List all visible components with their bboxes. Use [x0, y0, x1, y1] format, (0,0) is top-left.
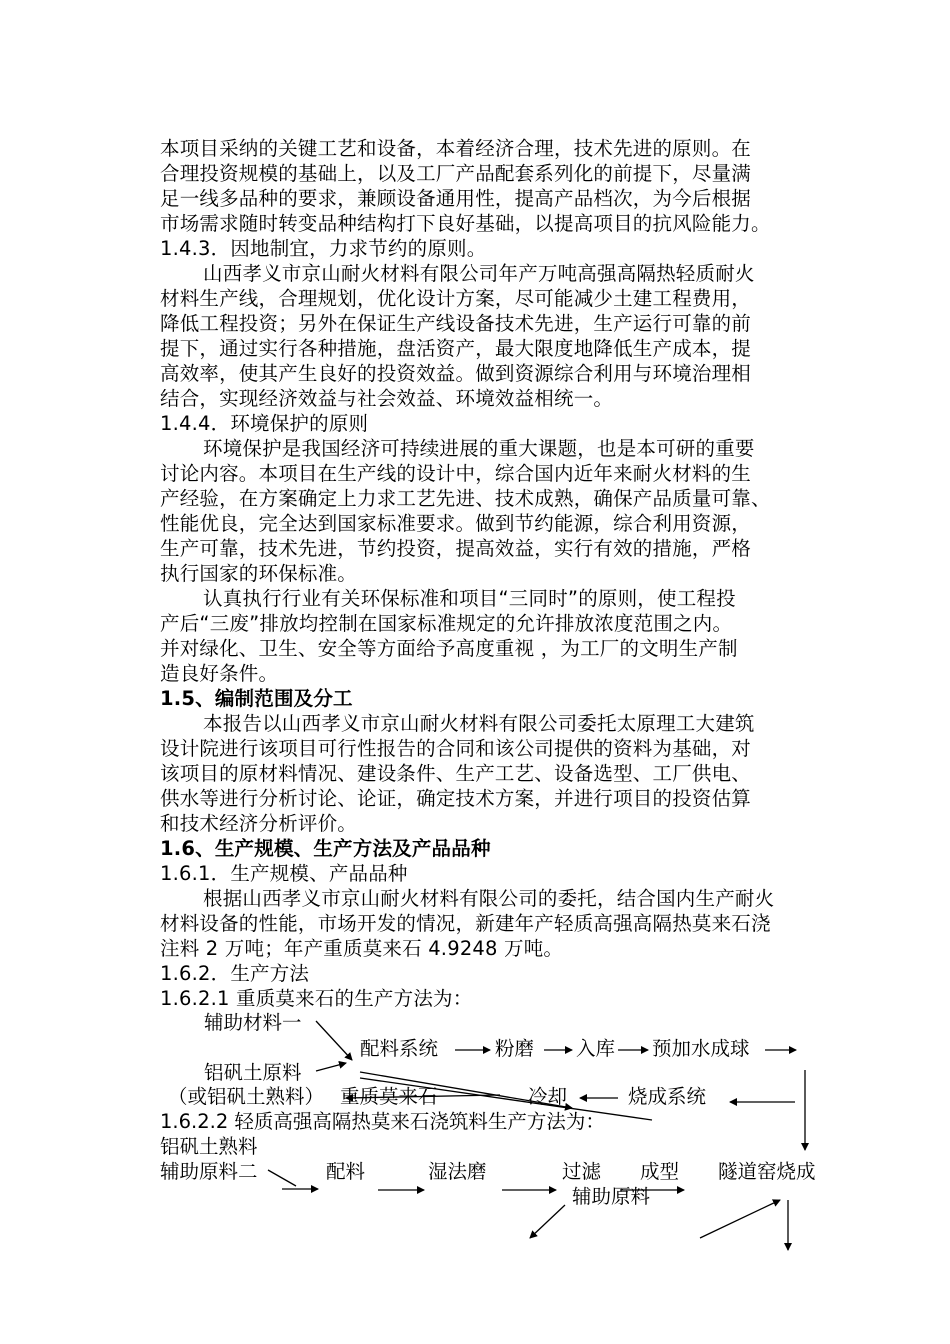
text-line: 讨论内容。本项目在生产线的设计中，综合国内近年来耐火材料的生: [160, 462, 752, 485]
text-line: 设计院进行该项目可行性报告的合同和该公司提供的资料为基础，对: [160, 737, 752, 760]
arrow-aux3-down-left: [530, 1205, 565, 1238]
section-heading: 1.6、生产规模、生产方法及产品品种: [160, 837, 491, 860]
text-line: 造良好条件。: [160, 662, 279, 685]
text-line: 生产可靠，技术先进，节约投资，提高效益，实行有效的措施，严格: [160, 537, 752, 560]
text-line: 性能优良，完全达到国家标准要求。做到节约能源，综合利用资源，: [160, 512, 752, 535]
flow1-grinding: 粉磨: [495, 1037, 535, 1060]
arrow-batching-diagonal: [360, 1072, 572, 1108]
flow2-aux-material-two: 辅助原料二: [160, 1160, 258, 1183]
flow2-tunnel-kiln: 隧道窑烧成: [718, 1160, 816, 1183]
text-line: 和技术经济分析评价。: [160, 812, 358, 835]
text-line: 1.4.4．环境保护的原则: [160, 412, 369, 435]
flow2-filter: 过滤: [562, 1160, 602, 1183]
text-line: 环境保护是我国经济可持续进展的重大课题，也是本可研的重要: [203, 437, 755, 460]
text-line: 1.4.3．因地制宜，力求节约的原则。: [160, 237, 487, 260]
text-line: 认真执行行业有关环保标准和项目“三同时”的原则，使工程投: [203, 587, 736, 610]
arrow-up-to-tunnel: [700, 1200, 780, 1238]
heading-1-6-2-2: 1.6.2.2 轻质高强高隔热莫来石浇筑料生产方法为：: [160, 1110, 605, 1133]
line-cross: [360, 1078, 652, 1120]
arrow-cooling-to-product: [346, 1095, 500, 1098]
flow2-batching: 配料: [326, 1160, 366, 1183]
text-line: 本项目采纳的关键工艺和设备，本着经济合理，技术先进的原则。在: [160, 137, 752, 160]
flow1-bauxite-raw: 铝矾土原料: [204, 1061, 302, 1084]
text-line: 提下，通过实行各种措施，盘活资产，最大限度地降低生产成本，提: [160, 337, 752, 360]
text-line: 合理投资规模的基础上，以及工厂产品配套系列化的前提下，尽量满: [160, 162, 752, 185]
document-body: [160, 136, 860, 1011]
flow2-wet-grinding: 湿法磨: [428, 1160, 487, 1183]
flow1-prewater-pelletizing: 预加水成球: [652, 1037, 750, 1060]
line-aux2-diag: [268, 1170, 296, 1186]
text-line: 1.6.1．生产规模、产品品种: [160, 862, 408, 885]
flow1-heavy-mullite: 重质莫来石: [340, 1085, 438, 1108]
text-line: 市场需求随时转变品种结构打下良好基础，以提高项目的抗风险能力。: [160, 212, 771, 235]
flow2-bauxite-clinker: 铝矾土熟料: [160, 1135, 258, 1158]
flow1-batching-system: 配料系统: [360, 1037, 439, 1060]
text-line: 产后“三废”排放均控制在国家标准规定的允许排放浓度范围之内。: [160, 612, 733, 635]
arrow-aux-to-batching: [316, 1021, 352, 1060]
text-line: 足一线多品种的要求，兼顾设备通用性，提高产品档次，为今后根据: [160, 187, 752, 210]
text-line: 材料生产线，合理规划，优化设计方案，尽可能减少土建工程费用，: [160, 287, 752, 310]
section-heading: 1.5、编制范围及分工: [160, 687, 353, 710]
text-line: 根据山西孝义市京山耐火材料有限公司的委托，结合国内生产耐火: [203, 887, 775, 910]
text-line: 结合，实现经济效益与社会效益、环境效益相统一。: [160, 387, 614, 410]
text-line: 材料设备的性能，市场开发的情况，新建年产轻质高强高隔热莫来石浇: [160, 912, 771, 935]
text-line: 本报告以山西孝义市京山耐火材料有限公司委托太原理工大建筑: [203, 712, 755, 735]
text-line: 执行国家的环保标准。: [160, 562, 358, 585]
text-line: 供水等进行分析讨论、论证，确定技术方案，并进行项目的投资估算: [160, 787, 752, 810]
flow1-firing-system: 烧成系统: [628, 1085, 707, 1108]
text-line: 该项目的原材料情况、建设条件、生产工艺、设备选型、工厂供电、: [160, 762, 752, 785]
text-line: 产经验，在方案确定上力求工艺先进、技术成熟，确保产品质量可靠、: [160, 487, 771, 510]
text-line: 1.6.2.1 重质莫来石的生产方法为：: [160, 987, 473, 1010]
flow1-cooling: 冷却: [528, 1085, 568, 1108]
text-line: 注料 2 万吨；年产重质莫来石 4.9248 万吨。: [160, 937, 564, 960]
text-line: 1.6.2．生产方法: [160, 962, 310, 985]
flow2-aux-material: 辅助原料: [572, 1185, 651, 1208]
flow1-storage: 入库: [576, 1037, 616, 1060]
text-line: 高效率，使其产生良好的投资效益。做到资源综合利用与环境治理相: [160, 362, 752, 385]
flow2-forming: 成型: [640, 1160, 680, 1183]
flow1-aux-material-one: 辅助材料一: [204, 1011, 302, 1034]
text-line: 并对绿化、卫生、安全等方面给予高度重视 ，为工厂的文明生产制: [160, 637, 738, 660]
text-line: 降低工程投资；另外在保证生产线设备技术先进，生产运行可靠的前: [160, 312, 752, 335]
text-line: 山西孝义市京山耐火材料有限公司年产万吨高强高隔热轻质耐火: [203, 262, 755, 285]
flow1-bauxite-clinker-alt: （或铝矾土熟料）: [168, 1085, 325, 1108]
arrow-bauxite-to-batching: [316, 1063, 346, 1071]
